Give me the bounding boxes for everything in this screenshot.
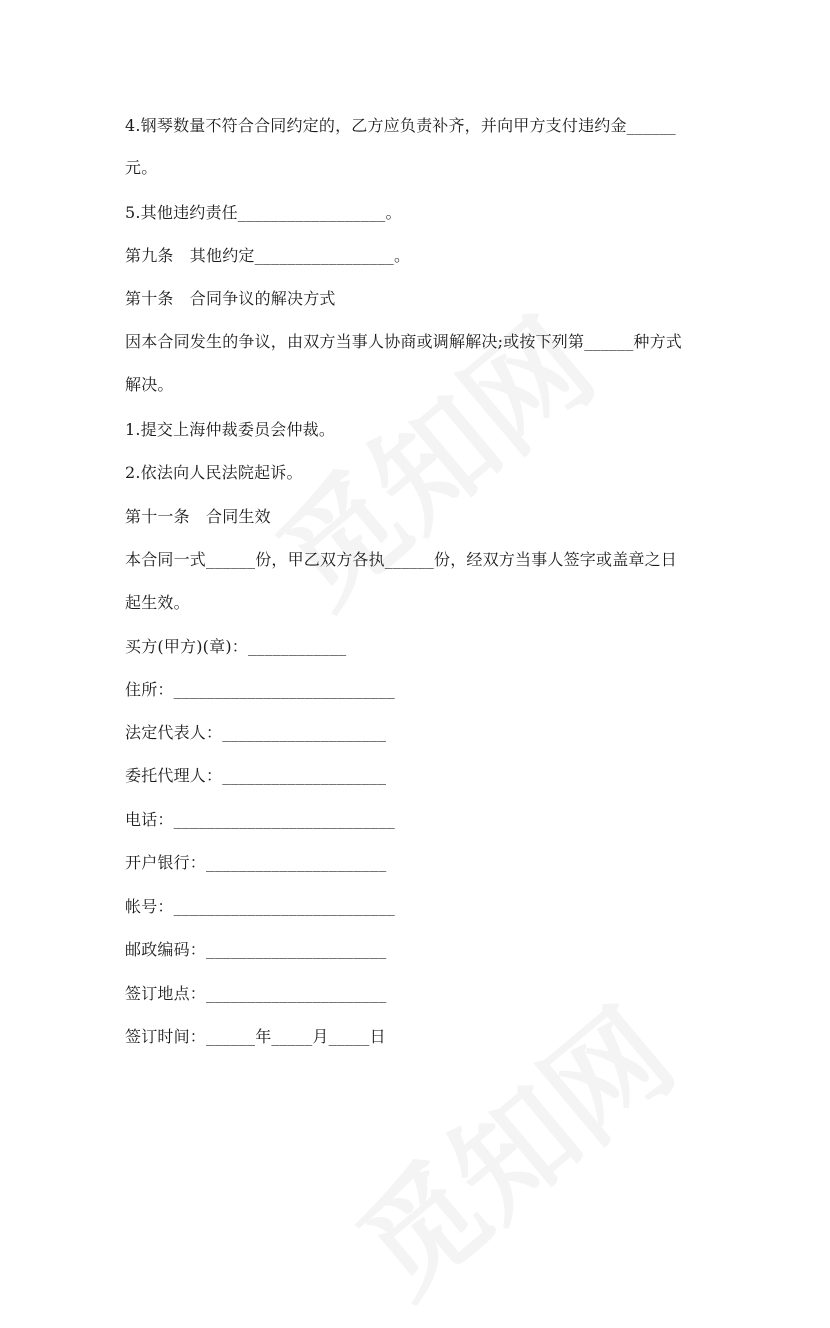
clause-8-item-4-cont: 元。	[125, 158, 158, 177]
address-field: 住所：___________________________	[125, 680, 395, 699]
article-10-option-2: 2.依法向人民法院起诉。	[125, 463, 303, 482]
postal-code-field: 邮政编码：______________________	[125, 940, 387, 959]
authorized-agent-field: 委托代理人：____________________	[125, 766, 387, 785]
watermark	[317, 964, 703, 1327]
article-10-heading: 第十条 合同争议的解决方式	[125, 289, 336, 308]
signing-date-field: 签订时间：______年_____月_____日	[125, 1027, 386, 1046]
bank-field: 开户银行：______________________	[125, 853, 387, 872]
legal-representative-field: 法定代表人：____________________	[125, 723, 387, 742]
article-11-heading: 第十一条 合同生效	[125, 507, 271, 526]
article-10-option-1: 1.提交上海仲裁委员会仲裁。	[125, 420, 336, 439]
signing-place-field: 签订地点：______________________	[125, 984, 387, 1003]
phone-field: 电话：___________________________	[125, 810, 395, 829]
article-10-text: 因本合同发生的争议，由双方当事人协商或调解解决;或按下列第______种方式	[125, 332, 682, 351]
clause-8-item-4: 4.钢琴数量不符合合同约定的，乙方应负责补齐，并向甲方支付违约金______	[125, 116, 676, 135]
article-10-text-cont: 解决。	[125, 375, 174, 394]
watermark	[237, 274, 623, 637]
clause-8-item-5: 5.其他违约责任__________________。	[125, 203, 402, 222]
account-field: 帐号：___________________________	[125, 897, 395, 916]
article-9-heading: 第九条 其他约定_________________。	[125, 246, 411, 265]
article-11-text-cont: 起生效。	[125, 593, 190, 612]
article-11-text: 本合同一式______份，甲乙双方各执______份，经双方当事人签字或盖章之日	[125, 550, 678, 569]
buyer-seal-field: 买方(甲方)(章)：____________	[125, 637, 347, 656]
